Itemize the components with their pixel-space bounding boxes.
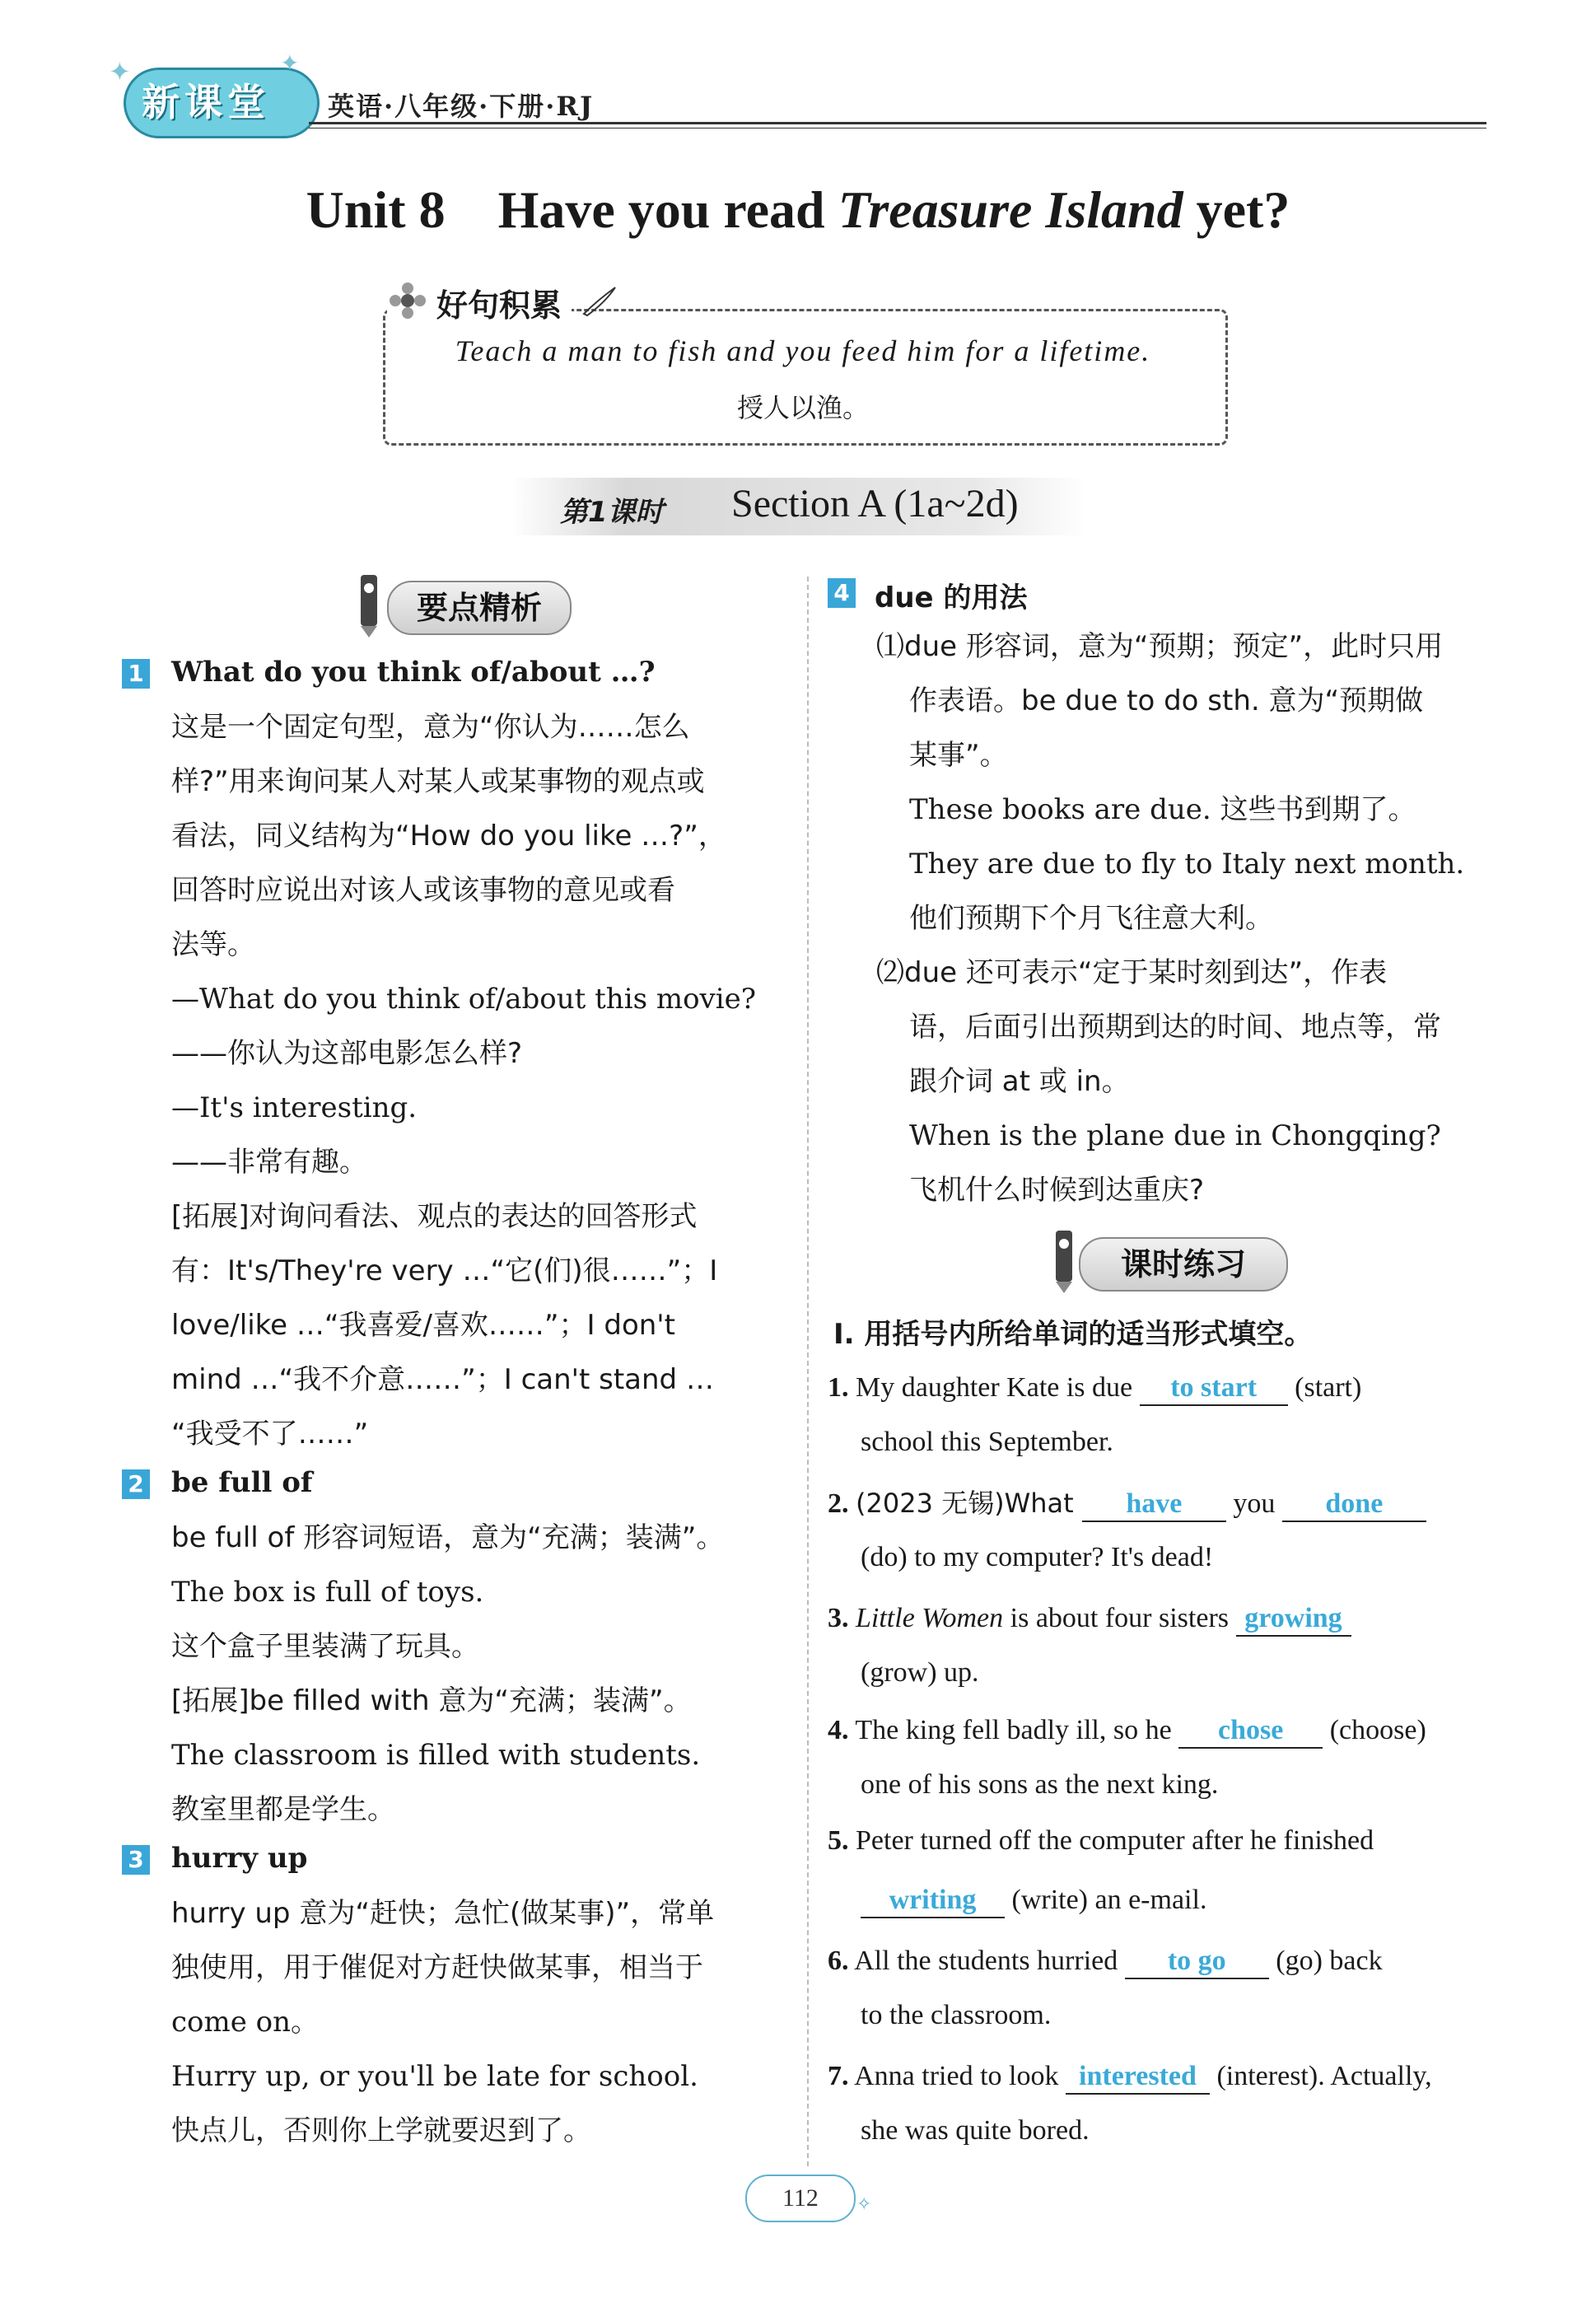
- lesson-badge: 第1课时: [560, 496, 664, 529]
- point-number: 4: [828, 578, 856, 608]
- proverb-box: [383, 309, 1228, 446]
- exercise-item: [828, 1361, 1361, 1415]
- point-number: 2: [122, 1469, 150, 1499]
- answer-blank[interactable]: have: [1082, 1488, 1226, 1522]
- exercise-text: is about four sisters: [1003, 1603, 1236, 1633]
- exercise-line: to the classroom.: [861, 2000, 1052, 2030]
- point-line: 看法，同义结构为“How do you like …?”，: [171, 820, 726, 853]
- header-rule: [309, 122, 1486, 124]
- translation-line: ——你认为这部电影怎么样?: [171, 1037, 523, 1070]
- point-line: 跟介词 at 或 in。: [909, 1065, 1130, 1098]
- page-number: 112: [745, 2175, 856, 2222]
- point-heading: be full of: [171, 1466, 313, 1499]
- pencil-mascot-icon: [344, 570, 394, 639]
- star-icon: ✦: [280, 49, 300, 77]
- point-line: 样?”用来询问某人对某人或某事物的观点或: [171, 765, 705, 798]
- exercise-item: [828, 1591, 1351, 1646]
- proverb-heading: 好句积累: [387, 280, 572, 325]
- proverb-chinese: 授人以渔。: [736, 392, 869, 423]
- unit-title: [0, 180, 1596, 241]
- point-line: come on。: [171, 2006, 320, 2039]
- point-line: 回答时应说出对该人或该事物的意见或看: [171, 874, 675, 907]
- exercise-instruction: Ⅰ. 用括号内所给单词的适当形式填空。: [833, 1318, 1313, 1351]
- point-line: 语，后面引出预期到达的时间、地点等，常: [909, 1011, 1441, 1044]
- translation-line: 这个盒子里装满了玩具。: [171, 1630, 479, 1663]
- exercise-text: The king fell badly ill, so he: [855, 1715, 1179, 1745]
- unit-title-book: Treasure Island: [838, 180, 1183, 239]
- extension-line: [拓展]be filled with 意为“充满；装满”。: [171, 1684, 692, 1717]
- exercise-number: 5.: [828, 1825, 849, 1856]
- point-line: 作表语。be due to do sth. 意为“预期做: [909, 684, 1424, 717]
- exercise-number: 2.: [828, 1488, 849, 1519]
- star-icon: ✧: [856, 2194, 872, 2215]
- exercise-number: 6.: [828, 1946, 849, 1976]
- section-title: Section A (1a~2d): [731, 482, 1019, 526]
- point-line: 独使用，用于催促对方赶快做某事，相当于: [171, 1951, 703, 1984]
- example-line: The classroom is filled with students.: [171, 1739, 701, 1772]
- proverb-english: Teach a man to fish and you feed him for a lifetime.: [455, 334, 1151, 367]
- exercise-line: (grow) up.: [861, 1657, 979, 1688]
- answer-blank[interactable]: writing: [861, 1884, 1005, 1918]
- example-line: They are due to fly to Italy next month.: [909, 848, 1465, 881]
- answer-blank[interactable]: interested: [1066, 2060, 1210, 2095]
- quill-icon: [581, 284, 618, 317]
- answer-blank[interactable]: done: [1282, 1488, 1426, 1522]
- translation-line: 飞机什么时候到达重庆?: [909, 1174, 1205, 1207]
- example-line: —What do you think of/about this movie?: [171, 983, 756, 1016]
- practice-banner: 课时练习: [1079, 1237, 1288, 1292]
- exercise-item: [828, 1703, 1426, 1758]
- exercise-hint: (write) an e-mail.: [1005, 1885, 1207, 1915]
- extension-line: mind …“我不介意……”；I can't stand …: [171, 1363, 714, 1396]
- star-icon: ✦: [109, 56, 131, 87]
- translation-line: 快点儿，否则你上学就要迟到了。: [171, 2114, 591, 2147]
- exercise-text: My daughter Kate is due: [856, 1372, 1140, 1403]
- point-heading: What do you think of/about …?: [171, 656, 656, 689]
- exercise-number: 3.: [828, 1603, 849, 1633]
- answer-blank[interactable]: to start: [1140, 1371, 1288, 1406]
- example-line: These books are due. 这些书到期了。: [909, 793, 1416, 826]
- exercise-item: [828, 1934, 1383, 1988]
- point-line: hurry up 意为“赶快；急忙(做某事)”，常单: [171, 1897, 715, 1930]
- unit-title-suffix: yet?: [1183, 180, 1290, 239]
- translation-line: ——非常有趣。: [171, 1146, 367, 1179]
- extension-line: love/like …“我喜爱/喜欢……”；I don't: [171, 1309, 675, 1342]
- logo-text: 新课堂: [142, 80, 270, 124]
- exercise-text: (2023 无锡)What: [856, 1488, 1082, 1519]
- point-number: 3: [122, 1845, 150, 1875]
- series-logo: [109, 49, 313, 137]
- point-line: 这是一个固定句型，意为“你认为……怎么: [171, 711, 690, 744]
- point-line: 某事”。: [909, 739, 1008, 772]
- book-title: Little Women: [856, 1603, 1004, 1633]
- exercise-line: school this September.: [861, 1427, 1113, 1457]
- example-line: When is the plane due in Chongqing?: [909, 1119, 1441, 1152]
- exercise-hint: (choose): [1323, 1715, 1426, 1745]
- exercise-number: 1.: [828, 1372, 849, 1403]
- example-line: Hurry up, or you'll be late for school.: [171, 2060, 698, 2093]
- point-line: ⑵due 还可表示“定于某时刻到达”，作表: [876, 956, 1388, 989]
- key-points-banner: 要点精析: [387, 581, 572, 635]
- exercise-hint: (start): [1287, 1372, 1362, 1403]
- flower-icon: [387, 280, 428, 321]
- point-number: 1: [122, 659, 150, 689]
- header-subtitle: 英语·八年级·下册·RJ: [328, 91, 595, 122]
- point-line: be full of 形容词短语，意为“充满；装满”。: [171, 1521, 725, 1554]
- example-line: —It's interesting.: [171, 1091, 418, 1124]
- column-divider: [807, 577, 809, 2166]
- exercise-line: she was quite bored.: [861, 2115, 1090, 2146]
- point-heading: hurry up: [171, 1842, 308, 1875]
- exercise-text: Anna tried to look: [854, 2061, 1066, 2091]
- point-line: ⑴due 形容词，意为“预期；预定”，此时只用: [876, 630, 1444, 663]
- unit-title-prefix: Unit 8 Have you read: [306, 180, 838, 239]
- exercise-line: (do) to my computer? It's dead!: [861, 1542, 1214, 1572]
- exercise-text: Peter turned off the computer after he finished: [856, 1825, 1374, 1856]
- exercise-text: All the students hurried: [854, 1946, 1125, 1976]
- exercise-item: [828, 2049, 1432, 2104]
- extension-line: 有：It's/They're very …“它(们)很……”；I: [171, 1254, 718, 1287]
- translation-line: 教室里都是学生。: [171, 1793, 395, 1826]
- extension-line: [拓展]对询问看法、观点的表达的回答形式: [171, 1200, 698, 1233]
- exercise-number: 4.: [828, 1715, 849, 1745]
- exercise-line: one of his sons as the next king.: [861, 1769, 1219, 1800]
- exercise-item: [828, 1814, 1374, 1868]
- exercise-hint: (interest). Actually,: [1209, 2061, 1432, 2091]
- answer-blank[interactable]: growing: [1236, 1602, 1351, 1637]
- exercise-hint: (go) back: [1268, 1946, 1383, 1976]
- exercise-text: you: [1225, 1488, 1282, 1519]
- translation-line: 他们预期下个月飞往意大利。: [909, 902, 1273, 935]
- exercise-number: 7.: [828, 2061, 849, 2091]
- answer-blank[interactable]: chose: [1178, 1714, 1323, 1749]
- extension-line: “我受不了……”: [171, 1418, 369, 1450]
- point-line: 法等。: [171, 928, 255, 961]
- example-line: The box is full of toys.: [171, 1576, 484, 1609]
- exercise-item-cont: [861, 1873, 1206, 1927]
- answer-blank[interactable]: to go: [1125, 1945, 1269, 1979]
- point-heading: due 的用法: [875, 582, 1028, 614]
- exercise-item: [828, 1476, 1426, 1531]
